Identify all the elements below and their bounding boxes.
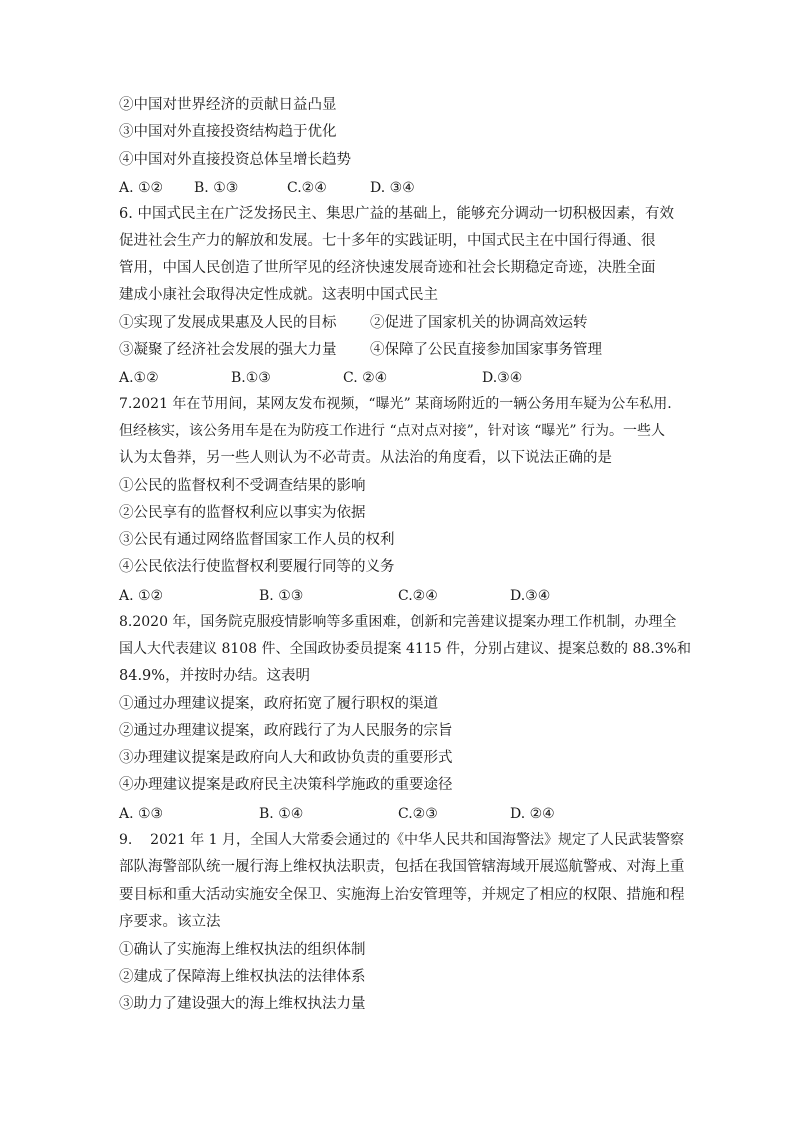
q7-item: ④公民依法行使监督权利要履行同等的义务: [119, 559, 395, 575]
q5-item-4: ④中国对外直接投资总体呈增长趋势: [119, 152, 351, 168]
q6-stem-line: 建成小康社会取得决定性成就。这表明中国式民主: [119, 287, 438, 303]
q6-item-4: ④保障了公民直接参加国家事务管理: [370, 342, 602, 358]
q8-item: ④办理建议提案是政府民主决策科学施政的重要途径: [119, 777, 453, 793]
q9-item: ①确认了实施海上维权执法的组织体制: [119, 942, 366, 958]
q6-stem-line: 促进社会生产力的解放和发展。七十多年的实践证明，中国式民主在中国行得通、很: [119, 233, 656, 249]
q7-option-d: D.③④: [510, 588, 551, 604]
q8-option-d: D. ②④: [510, 806, 555, 822]
q7-item: ③公民有通过网络监督国家工作人员的权利: [119, 532, 395, 548]
q6-option-d: D.③④: [482, 370, 523, 386]
q8-option-c: C.②③: [398, 806, 438, 822]
q7-item: ②公民享有的监督权利应以事实为依据: [119, 505, 366, 521]
q7-item: ①公民的监督权利不受调查结果的影响: [119, 478, 366, 494]
q7-option-c: C.②④: [398, 588, 438, 604]
q5-option-d: D. ③④: [370, 180, 415, 196]
q8-option-b: B. ①④: [259, 806, 304, 822]
q6-option-b: B.①③: [231, 370, 271, 386]
q8-stem-line: 8.2020 年，国务院克服疫情影响等多重困难，创新和完善建议提案办理工作机制，办理全: [119, 614, 677, 630]
q8-item: ③办理建议提案是政府向人大和政协负责的重要形式: [119, 750, 453, 766]
q6-item-2: ②促进了国家机关的协调高效运转: [370, 315, 588, 331]
q8-stem-line: 84.9%，并按时办结。这表明: [119, 668, 311, 684]
q9-stem-line: 要目标和重大活动实施安全保卫、实施海上治安管理等，并规定了相应的权限、措施和程: [119, 887, 685, 903]
q5-option-c: C.②④: [287, 180, 327, 196]
q9-stem-line: 9. 2021 年 1 月，全国人大常委会通过的《中华人民共和国海警法》规定了人民武装警察: [119, 832, 685, 848]
q8-item: ①通过办理建议提案，政府拓宽了履行职权的渠道: [119, 696, 438, 712]
q8-stem-line: 国人大代表建议 8108 件、全国政协委员提案 4115 件，分别占建议、提案总数的 88.3%和: [119, 641, 691, 657]
q6-stem-line: 管用，中国人民创造了世所罕见的经济快速发展奇迹和社会长期稳定奇迹，决胜全面: [119, 260, 656, 276]
q7-stem-line: 但经核实，该公务用车是在为防疫工作进行 “点对点对接”，针对该 “曝光” 行为。一些人: [119, 423, 665, 439]
q7-stem-line: 7.2021 年在节用间，某网友发布视频，“曝光” 某商场附近的一辆公务用车疑为公车私用.: [119, 396, 672, 412]
q7-option-b: B. ①③: [259, 588, 304, 604]
q5-option-a: A. ①②: [119, 180, 164, 196]
q9-stem-line: 序要求。该立法: [119, 914, 221, 930]
q7-option-a: A. ①②: [119, 588, 164, 604]
q6-stem-line: 6. 中国式民主在广泛发扬民主、集思广益的基础上，能够充分调动一切积极因素，有效: [119, 206, 674, 222]
q5-item-3: ③中国对外直接投资结构趋于优化: [119, 124, 337, 140]
q8-option-a: A. ①③: [119, 806, 164, 822]
q8-item: ②通过办理建议提案，政府践行了为人民服务的宗旨: [119, 723, 453, 739]
q6-item-3: ③凝聚了经济社会发展的强大力量: [119, 342, 337, 358]
q6-option-c: C. ②④: [343, 370, 388, 386]
q9-item: ②建成了保障海上维权执法的法律体系: [119, 969, 366, 985]
q6-option-a: A.①②: [119, 370, 159, 386]
q9-item: ③助力了建设强大的海上维权执法力量: [119, 996, 366, 1012]
q7-stem-line: 认为太鲁莽，另一些人则认为不必苛责。从法治的角度看，以下说法正确的是: [119, 450, 612, 466]
q6-item-1: ①实现了发展成果惠及人民的目标: [119, 315, 337, 331]
q5-option-b: B. ①③: [194, 180, 239, 196]
q9-stem-line: 部队海警部队统一履行海上维权执法职责，包括在我国管辖海域开展巡航警戒、对海上重: [119, 859, 685, 875]
q5-item-2: ②中国对世界经济的贡献日益凸显: [119, 97, 337, 113]
